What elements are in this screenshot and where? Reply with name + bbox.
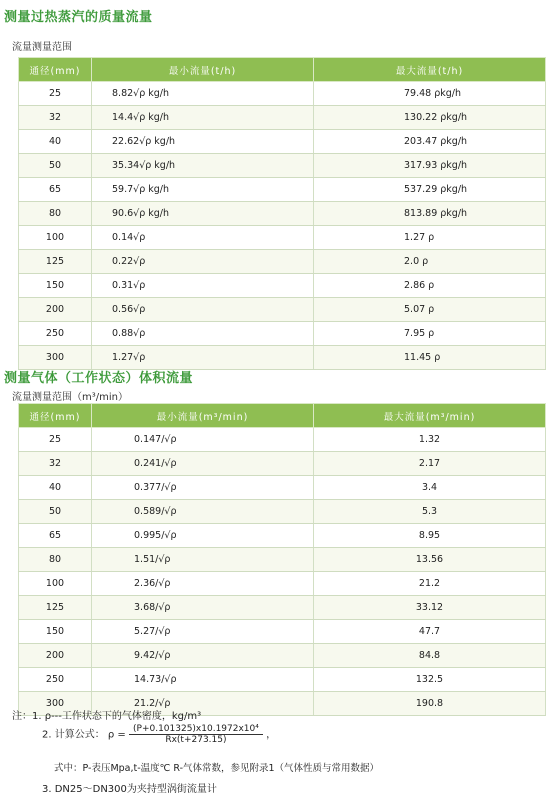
cell-min-flow: 8.82√ρ kg/h [92, 82, 314, 106]
formula-numerator: (P+0.101325)x10.1972x10⁴ [129, 724, 263, 735]
cell-diameter: 125 [19, 596, 92, 620]
cell-max-flow: 130.22 ρkg/h [314, 106, 546, 130]
cell-diameter: 32 [19, 106, 92, 130]
note-1: 注：1. ρ---工作状态下的气体密度，kg/m³ [12, 711, 202, 722]
cell-min-flow: 0.88√ρ [92, 322, 314, 346]
cell-max-flow: 5.3 [314, 500, 546, 524]
cell-diameter: 150 [19, 274, 92, 298]
cell-min-flow: 0.31√ρ [92, 274, 314, 298]
note-2-prefix: 2. 计算公式： ρ = [42, 729, 126, 741]
formula-denominator: Rx(t+273.15) [165, 735, 227, 745]
note-3: 3. DN25～DN300为夹持型涡街流量计 [42, 784, 217, 795]
cell-min-flow: 3.68/√ρ [92, 596, 314, 620]
table-row [19, 500, 546, 524]
cell-max-flow: 537.29 ρkg/h [314, 178, 546, 202]
header-diameter: 通径(mm) [19, 404, 92, 428]
cell-min-flow: 0.589/√ρ [92, 500, 314, 524]
cell-diameter: 150 [19, 620, 92, 644]
cell-max-flow: 3.4 [314, 476, 546, 500]
cell-diameter: 200 [19, 298, 92, 322]
table-row [19, 476, 546, 500]
cell-max-flow: 11.45 ρ [314, 346, 546, 370]
gas-volume-flow-table [18, 403, 546, 716]
table-header-row [19, 404, 546, 428]
cell-min-flow: 1.51/√ρ [92, 548, 314, 572]
table-row [19, 524, 546, 548]
table-row [19, 82, 546, 106]
cell-min-flow: 22.62√ρ kg/h [92, 130, 314, 154]
cell-diameter: 300 [19, 692, 92, 716]
cell-max-flow: 132.5 [314, 668, 546, 692]
table-row [19, 106, 546, 130]
cell-max-flow: 21.2 [314, 572, 546, 596]
section2-subtitle: 流量测量范围（m³/min） [12, 392, 128, 403]
cell-min-flow: 59.7√ρ kg/h [92, 178, 314, 202]
table-row [19, 346, 546, 370]
cell-diameter: 250 [19, 322, 92, 346]
cell-max-flow: 190.8 [314, 692, 546, 716]
table-row [19, 226, 546, 250]
note-2-suffix: ， [266, 729, 277, 741]
table-row [19, 322, 546, 346]
cell-max-flow: 813.89 ρkg/h [314, 202, 546, 226]
table-row [19, 644, 546, 668]
cell-min-flow: 14.4√ρ kg/h [92, 106, 314, 130]
cell-diameter: 40 [19, 476, 92, 500]
table-row [19, 668, 546, 692]
cell-max-flow: 79.48 ρkg/h [314, 82, 546, 106]
cell-diameter: 300 [19, 346, 92, 370]
table-row [19, 202, 546, 226]
cell-diameter: 50 [19, 500, 92, 524]
table-row [19, 250, 546, 274]
cell-max-flow: 5.07 ρ [314, 298, 546, 322]
note-2-formula [42, 724, 276, 745]
cell-min-flow: 35.34√ρ kg/h [92, 154, 314, 178]
cell-min-flow: 9.42/√ρ [92, 644, 314, 668]
table-row [19, 178, 546, 202]
section1-subtitle: 流量测量范围 [12, 42, 72, 53]
cell-max-flow: 1.27 ρ [314, 226, 546, 250]
cell-diameter: 100 [19, 572, 92, 596]
cell-diameter: 80 [19, 548, 92, 572]
table-row [19, 452, 546, 476]
cell-min-flow: 90.6√ρ kg/h [92, 202, 314, 226]
cell-min-flow: 5.27/√ρ [92, 620, 314, 644]
cell-diameter: 200 [19, 644, 92, 668]
table-row [19, 298, 546, 322]
cell-diameter: 65 [19, 178, 92, 202]
cell-min-flow: 0.377/√ρ [92, 476, 314, 500]
cell-min-flow: 14.73/√ρ [92, 668, 314, 692]
cell-min-flow: 0.241/√ρ [92, 452, 314, 476]
cell-max-flow: 84.8 [314, 644, 546, 668]
table-row [19, 428, 546, 452]
cell-max-flow: 13.56 [314, 548, 546, 572]
cell-min-flow: 21.2/√ρ [92, 692, 314, 716]
cell-min-flow: 0.995/√ρ [92, 524, 314, 548]
cell-diameter: 40 [19, 130, 92, 154]
header-min-flow: 最小流量(t/h) [92, 58, 314, 82]
formula-fraction [129, 724, 263, 745]
cell-max-flow: 2.0 ρ [314, 250, 546, 274]
table-row [19, 548, 546, 572]
cell-diameter: 125 [19, 250, 92, 274]
cell-max-flow: 8.95 [314, 524, 546, 548]
table-row [19, 130, 546, 154]
cell-diameter: 32 [19, 452, 92, 476]
cell-diameter: 50 [19, 154, 92, 178]
cell-max-flow: 203.47 ρkg/h [314, 130, 546, 154]
table-row [19, 274, 546, 298]
cell-max-flow: 33.12 [314, 596, 546, 620]
cell-diameter: 25 [19, 82, 92, 106]
cell-min-flow: 0.147/√ρ [92, 428, 314, 452]
table-row [19, 572, 546, 596]
header-max-flow: 最大流量(t/h) [314, 58, 546, 82]
cell-diameter: 100 [19, 226, 92, 250]
cell-max-flow: 7.95 ρ [314, 322, 546, 346]
header-min-flow: 最小流量(m³/min) [92, 404, 314, 428]
cell-max-flow: 1.32 [314, 428, 546, 452]
table-row [19, 596, 546, 620]
section2-title: 测量气体（工作状态）体积流量 [4, 371, 194, 386]
cell-max-flow: 317.93 ρkg/h [314, 154, 546, 178]
table-header-row [19, 58, 546, 82]
cell-max-flow: 47.7 [314, 620, 546, 644]
cell-diameter: 25 [19, 428, 92, 452]
header-diameter: 通径(mm) [19, 58, 92, 82]
cell-diameter: 250 [19, 668, 92, 692]
cell-min-flow: 0.14√ρ [92, 226, 314, 250]
header-max-flow: 最大流量(m³/min) [314, 404, 546, 428]
cell-min-flow: 2.36/√ρ [92, 572, 314, 596]
cell-min-flow: 0.56√ρ [92, 298, 314, 322]
cell-diameter: 80 [19, 202, 92, 226]
table-row [19, 620, 546, 644]
cell-diameter: 65 [19, 524, 92, 548]
note-2-detail: 式中：P-表压Mpa,t-温度℃ R-气体常数，参见附录1（气体性质与常用数据） [54, 763, 380, 774]
cell-min-flow: 1.27√ρ [92, 346, 314, 370]
cell-min-flow: 0.22√ρ [92, 250, 314, 274]
table-row [19, 154, 546, 178]
section1-title: 测量过热蒸汽的质量流量 [4, 10, 153, 25]
steam-mass-flow-table [18, 57, 546, 370]
cell-max-flow: 2.17 [314, 452, 546, 476]
cell-max-flow: 2.86 ρ [314, 274, 546, 298]
